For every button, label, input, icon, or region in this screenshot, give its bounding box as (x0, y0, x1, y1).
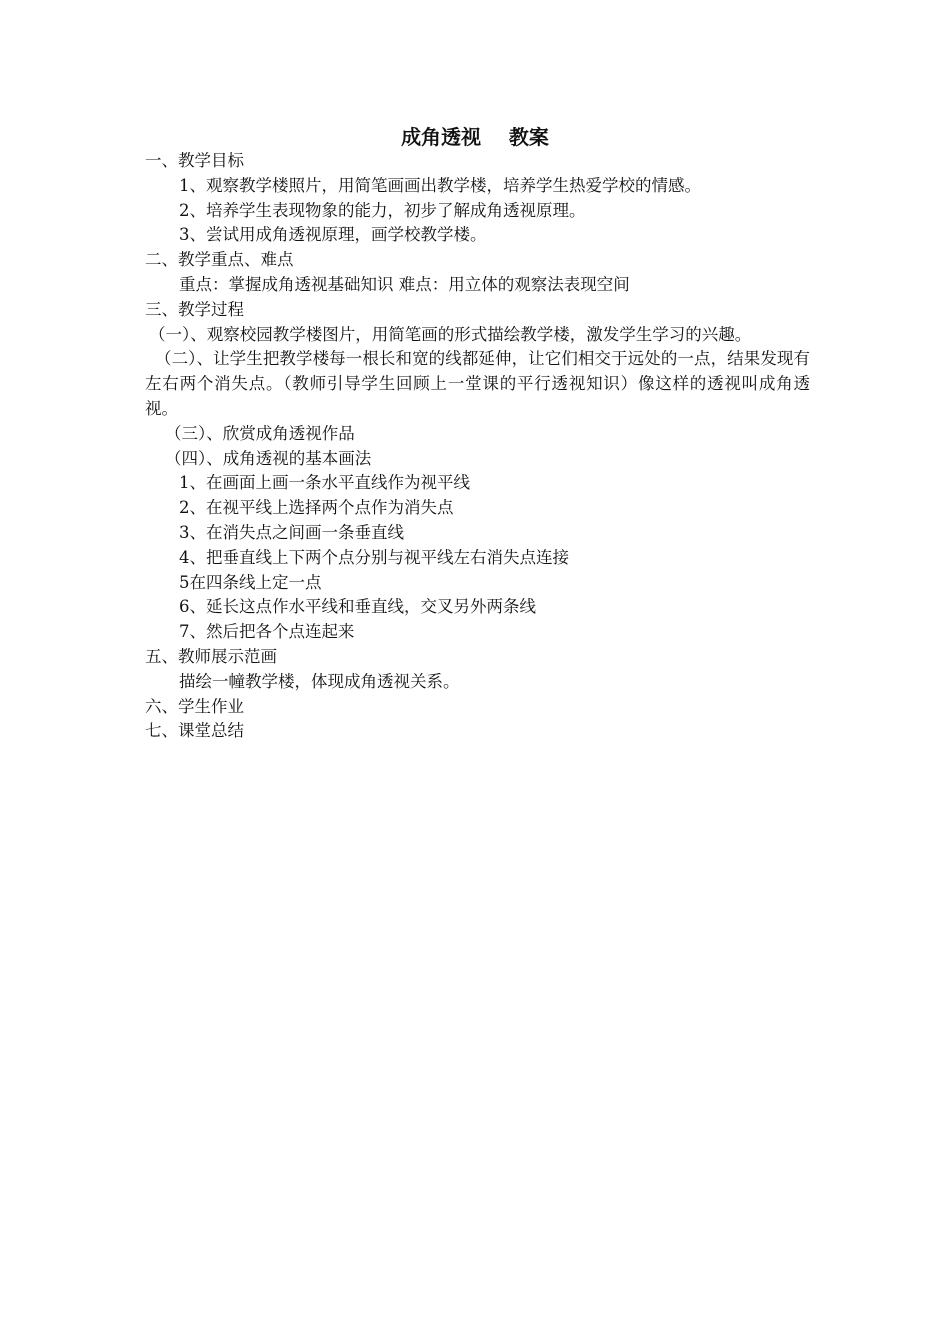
list-item: 5在四条线上定一点 (179, 572, 322, 592)
section-heading: 一、教学目标 (145, 151, 244, 170)
list-item: 4、把垂直线上下两个点分别与视平线左右消失点连接 (179, 547, 569, 567)
sub-heading: （四）、成角透视的基本画法 (165, 448, 372, 468)
section-heading: 六、学生作业 (145, 696, 244, 716)
section-heading: 七、课堂总结 (145, 721, 244, 741)
list-item: 1、在画面上画一条水平直线作为视平线 (179, 473, 470, 493)
list-item: 3、尝试用成角透视原理，画学校教学楼。 (179, 225, 487, 245)
list-item: 3、在消失点之间画一条垂直线 (179, 522, 404, 542)
list-item: 2、培养学生表现物象的能力，初步了解成角透视原理。 (179, 200, 586, 220)
document-title: 成角透视 教案 (401, 125, 549, 149)
list-item: 2、在视平线上选择两个点作为消失点 (179, 498, 454, 518)
paragraph: 重点：掌握成角透视基础知识 难点：用立体的观察法表现空间 (179, 274, 630, 294)
paragraph: 描绘一幢教学楼，体现成角透视关系。 (179, 671, 460, 691)
sub-heading: （三）、欣赏成角透视作品 (165, 423, 355, 443)
list-item: 1、观察教学楼照片，用简笔画画出教学楼，培养学生热爱学校的情感。 (179, 175, 701, 195)
section-heading: 二、教学重点、难点 (145, 250, 294, 270)
list-item: 6、延长这点作水平线和垂直线，交叉另外两条线 (179, 597, 536, 617)
paragraph: （二）、让学生把教学楼每一根长和宽的线都延伸，让它们相交于远处的一点，结果发现有左右两个消失点。（教师引导学生回顾上一堂课的平行透视知识）像这样的透视叫成角透视。 (145, 349, 810, 418)
section-heading: 五、教师展示范画 (145, 646, 277, 666)
section-heading: 三、教学过程 (145, 299, 244, 319)
paragraph: （一）、观察校园教学楼图片，用简笔画的形式描绘教学楼，激发学生学习的兴趣。 (149, 324, 752, 344)
list-item: 7、然后把各个点连起来 (179, 622, 355, 642)
document-body (145, 149, 810, 744)
